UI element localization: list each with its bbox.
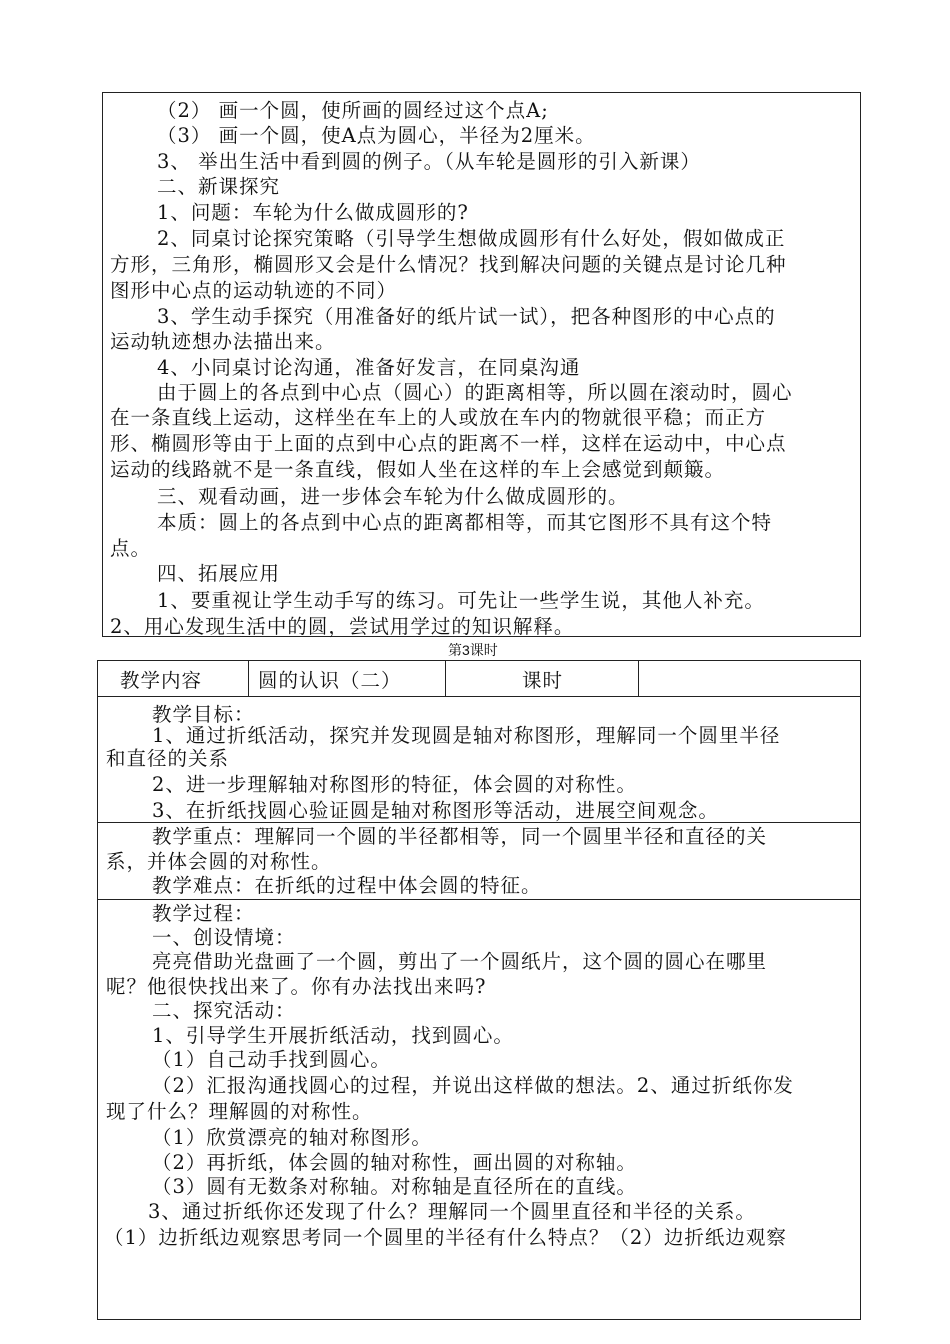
text-line: 2、同桌讨论探究策略（引导学生想做成圆形有什么好处，假如做成正 [157,227,786,250]
text-line: （2）汇报沟通找圆心的过程，并说出这样做的想法。2、通过折纸你发 [152,1074,794,1097]
text-line: 二、探究活动： [152,999,296,1022]
text-line: 由于圆上的各点到中心点（圆心）的距离相等，所以圆在滚动时，圆心 [157,381,793,404]
text-line: 1、引导学生开展折纸活动，找到圆心。 [152,1024,514,1047]
text-line: 在一条直线上运动，这样坐在车上的人或放在车内的物就很平稳；而正方 [110,406,767,429]
text-line: 运动轨迹想办法描出来。 [110,330,336,353]
header-topic: 圆的认识（二） [258,669,402,692]
text-line: 系，并体会圆的对称性。 [106,850,332,873]
text-line: 3、通过折纸你还发现了什么？理解同一个圆里直径和半径的关系。 [148,1200,756,1223]
text-line: 图形中心点的运动轨迹的不同） [110,279,398,302]
text-line: 教学过程： [152,902,255,925]
text-line: 1、问题：车轮为什么做成圆形的? [157,201,469,224]
text-line: （3）圆有无数条对称轴。对称轴是直径所在的直线。 [152,1175,637,1198]
text-line: 二、新课探究 [157,175,281,198]
header-period-label: 课时 [522,669,564,692]
text-line: （1）欣赏漂亮的轴对称图形。 [152,1126,432,1149]
text-line: 1、通过折纸活动，探究并发现圆是轴对称图形，理解同一个圆里半径 [152,724,781,747]
text-line: 教学难点：在折纸的过程中体会圆的特征。 [152,874,542,897]
text-line: 2、用心发现生活中的圆，尝试用学过的知识解释。 [110,615,575,638]
text-line: 三、观看动画，进一步体会车轮为什么做成圆形的。 [157,485,629,508]
text-line: 和直径的关系 [106,747,230,770]
text-line: 方形，三角形，椭圆形又会是什么情况？找到解决问题的关键点是讨论几种 [110,253,787,276]
text-line: 一、创设情境： [152,926,296,949]
text-line: （1）自己动手找到圆心。 [152,1048,391,1071]
text-line: 2、进一步理解轴对称图形的特征，体会圆的对称性。 [152,773,637,796]
text-line: 3、学生动手探究（用准备好的纸片试一试），把各种图形的中心点的 [157,305,776,328]
text-line: 3、 举出生活中看到圆的例子。（从车轮是圆形的引入新课） [157,150,701,173]
text-line: 教学目标： [152,703,255,726]
text-line: 3、在折纸找圆心验证圆是轴对称图形等活动，进展空间观念。 [152,799,719,822]
text-line: 形、椭圆形等由于上面的点到中心点的距离不一样，这样在运动中，中心点 [110,432,787,455]
text-line: 4、小同桌讨论沟通，准备好发言，在同桌沟通 [157,356,581,379]
text-line: 教学重点：理解同一个圆的半径都相等，同一个圆里半径和直径的关 [152,825,768,848]
text-line: （3） 画一个圆，使A点为圆心，半径为2厘米。 [157,124,596,147]
text-line: （2）再折纸，体会圆的轴对称性，画出圆的对称轴。 [152,1151,637,1174]
header-label: 教学内容 [120,669,203,692]
text-line: 运动的线路就不是一条直线，假如人坐在这样的车上会感觉到颠簸。 [110,458,726,481]
text-line: 现了什么？理解圆的对称性。 [106,1100,373,1123]
text-line: 点。 [110,537,152,560]
lesson-caption: 第3课时 [448,642,498,658]
text-line: 呢？他很快找出来了。你有办法找出来吗? [106,975,487,998]
text-line: 亮亮借助光盘画了一个圆，剪出了一个圆纸片，这个圆的圆心在哪里 [152,950,768,973]
text-line: （1）边折纸边观察思考同一个圆里的半径有什么特点？（2）边折纸边观察 [104,1226,787,1249]
text-line: 四、拓展应用 [157,562,281,585]
text-line: 1、要重视让学生动手写的练习。可先让一些学生说，其他人补充。 [157,589,765,612]
text-line: （2） 画一个圆，使所画的圆经过这个点A; [157,99,549,122]
text-line: 本质：圆上的各点到中心点的距离都相等，而其它图形不具有这个特 [157,511,773,534]
